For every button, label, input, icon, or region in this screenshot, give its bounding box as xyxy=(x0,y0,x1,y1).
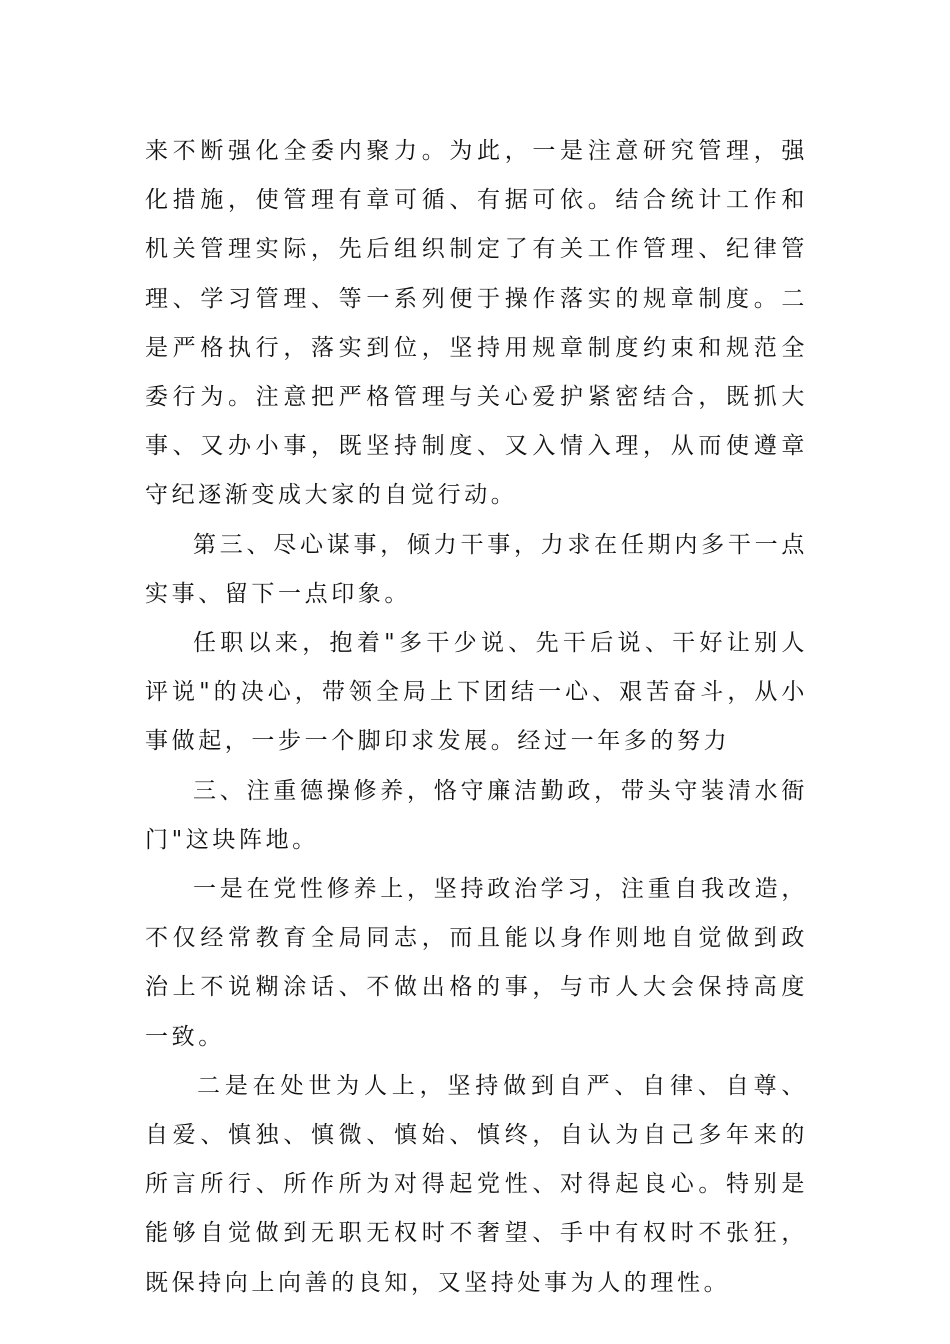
paragraph-1: 来不断强化全委内聚力。为此，一是注意研究管理，强化措施，使管理有章可循、有据可依。结合统计工作和机关管理实际，先后组织制定了有关工作管理、纪律管理、学习管理、等一系列便于操作落实的规章制度。二是严格执行，落实到位，坚持用规章制度约束和规范全委行为。注意把严格管理与关心爱护紧密结合，既抓大事、又办小事，既坚持制度、又入情入理，从而使遵章守纪逐渐变成大家的自觉行动。 xyxy=(145,138,808,509)
paragraph-5: 一是在党性修养上，坚持政治学习，注重自我改造，不仅经常教育全局同志，而且能以身作则地自觉做到政治上不说糊涂话、不做出格的事，与市人大会保持高度一致。 xyxy=(145,876,808,1050)
paragraph-6: 二是在处世为人上，坚持做到自严、自律、自尊、自爱、慎独、慎微、慎始、慎终，自认为自己多年来的所言所行、所作所为对得起党性、对得起良心。特别是能够自觉做到无职无权时不奢望、手中有权时不张狂，既保持向上向善的良知，又坚持处事为人的理性。 xyxy=(145,1072,808,1296)
paragraph-2: 第三、尽心谋事，倾力干事，力求在任期内多干一点实事、留下一点印象。 xyxy=(145,531,808,607)
document-body xyxy=(145,127,808,1308)
paragraph-4: 三、注重德操修养，恪守廉洁勤政，带头守装清水衙门"这块阵地。 xyxy=(145,777,808,853)
paragraph-3: 任职以来，抱着"多干少说、先干后说、干好让别人评说"的决心，带领全局上下团结一心、艰苦奋斗，从小事做起，一步一个脚印求发展。经过一年多的努力 xyxy=(145,630,808,755)
